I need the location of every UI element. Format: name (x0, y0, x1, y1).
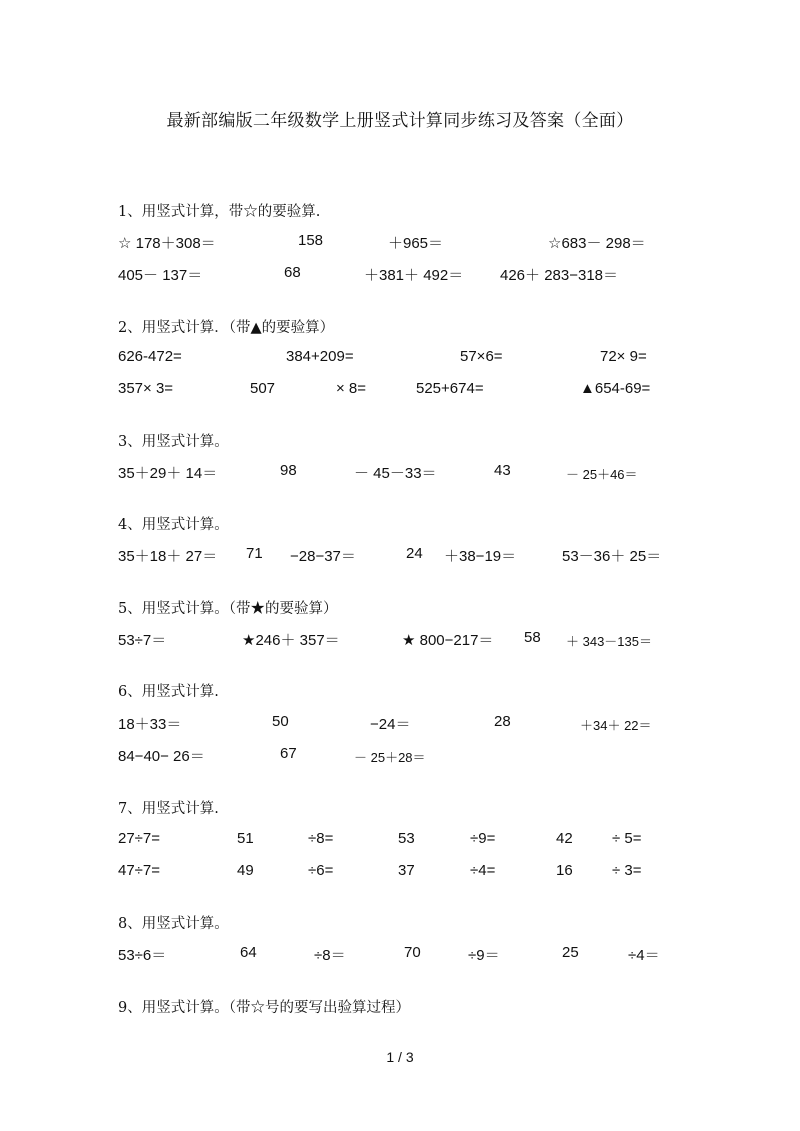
equation: 71 (246, 545, 263, 562)
equation: ÷ 5= (612, 830, 642, 847)
equation: 42 (556, 830, 573, 847)
equation: 72× 9= (600, 348, 647, 365)
equation: 58 (524, 629, 541, 646)
equation: ★ 800−217＝ (402, 632, 494, 649)
equation: 64 (240, 944, 257, 961)
section-heading: 6、用竖式计算. (118, 684, 219, 700)
equation: 51 (237, 830, 254, 847)
equation: ＋965＝ (388, 235, 444, 252)
equation: 27÷7= (118, 830, 161, 847)
equation: 49 (237, 862, 254, 879)
equation: ÷4＝ (628, 947, 660, 964)
section-heading: 2、用竖式计算．（带▲的要验算） (118, 320, 335, 336)
section-heading: 7、用竖式计算. (118, 801, 219, 817)
equation: 67 (280, 745, 297, 762)
equation: 25 (562, 944, 579, 961)
page-title: 最新部编版二年级数学上册竖式计算同步练习及答案（全面） (166, 111, 634, 131)
equation: 384+209= (286, 348, 354, 365)
equation: ☆683－ 298＝ (548, 235, 646, 252)
equation: 28 (494, 713, 511, 730)
equation: 507 (250, 380, 276, 397)
equation: 98 (280, 462, 297, 479)
equation: 525+674= (416, 380, 484, 397)
equation: 35＋29＋ 14＝ (118, 465, 218, 482)
equation: ÷4= (470, 862, 496, 879)
equation: 70 (404, 944, 421, 961)
equation: ÷ 3= (612, 862, 642, 879)
equation: 53÷7＝ (118, 632, 167, 649)
equation: 357× 3= (118, 380, 174, 397)
equation: 53－36＋ 25＝ (562, 548, 662, 565)
equation: 53 (398, 830, 415, 847)
equation: 43 (494, 462, 511, 479)
equation: 24 (406, 545, 423, 562)
equation: ＋381＋ 492＝ (364, 267, 464, 284)
equation: 84−40− 26＝ (118, 748, 205, 765)
equation: 35＋18＋ 27＝ (118, 548, 218, 565)
equation: ☆ 178＋308＝ (118, 235, 216, 252)
section-heading: 3、用竖式计算。 (118, 434, 229, 450)
equation: ＋34＋ 22＝ (580, 718, 652, 733)
equation: ＋38−19＝ (444, 548, 517, 565)
equation: 37 (398, 862, 415, 879)
equation: 16 (556, 862, 573, 879)
page-number: 1 / 3 (386, 1049, 414, 1065)
section-heading: 5、用竖式计算。（带★的要验算） (118, 601, 338, 617)
equation: 426＋ 283−318＝ (500, 267, 619, 284)
equation: 626-472= (118, 348, 182, 365)
equation: ＋ 343－135＝ (566, 634, 652, 649)
equation: ÷9= (470, 830, 496, 847)
equation: ÷8= (308, 830, 334, 847)
section-heading: 8、用竖式计算。 (118, 916, 229, 932)
equation: － 25＋46＝ (566, 467, 638, 482)
equation: 57×6= (460, 348, 503, 365)
equation: −24＝ (370, 716, 411, 733)
equation: ÷8＝ (314, 947, 346, 964)
equation: ÷6= (308, 862, 334, 879)
equation: － 45－33＝ (354, 465, 437, 482)
section-heading: 4、用竖式计算。 (118, 517, 229, 533)
equation: － 25＋28＝ (354, 750, 426, 765)
equation: × 8= (336, 380, 367, 397)
equation: 53÷6＝ (118, 947, 167, 964)
equation: 405－ 137＝ (118, 267, 203, 284)
equation: ★246＋ 357＝ (242, 632, 340, 649)
equation: ÷9＝ (468, 947, 500, 964)
equation: 50 (272, 713, 289, 730)
equation: −28−37＝ (290, 548, 356, 565)
equation: 47÷7= (118, 862, 161, 879)
equation: 18＋33＝ (118, 716, 182, 733)
section-heading: 9、用竖式计算。（带☆号的要写出验算过程） (118, 1000, 410, 1016)
equation: 68 (284, 264, 301, 281)
section-heading: 1、用竖式计算，带☆的要验算. (118, 204, 321, 220)
equation: 158 (298, 232, 324, 249)
equation: ▲654-69= (580, 380, 651, 397)
